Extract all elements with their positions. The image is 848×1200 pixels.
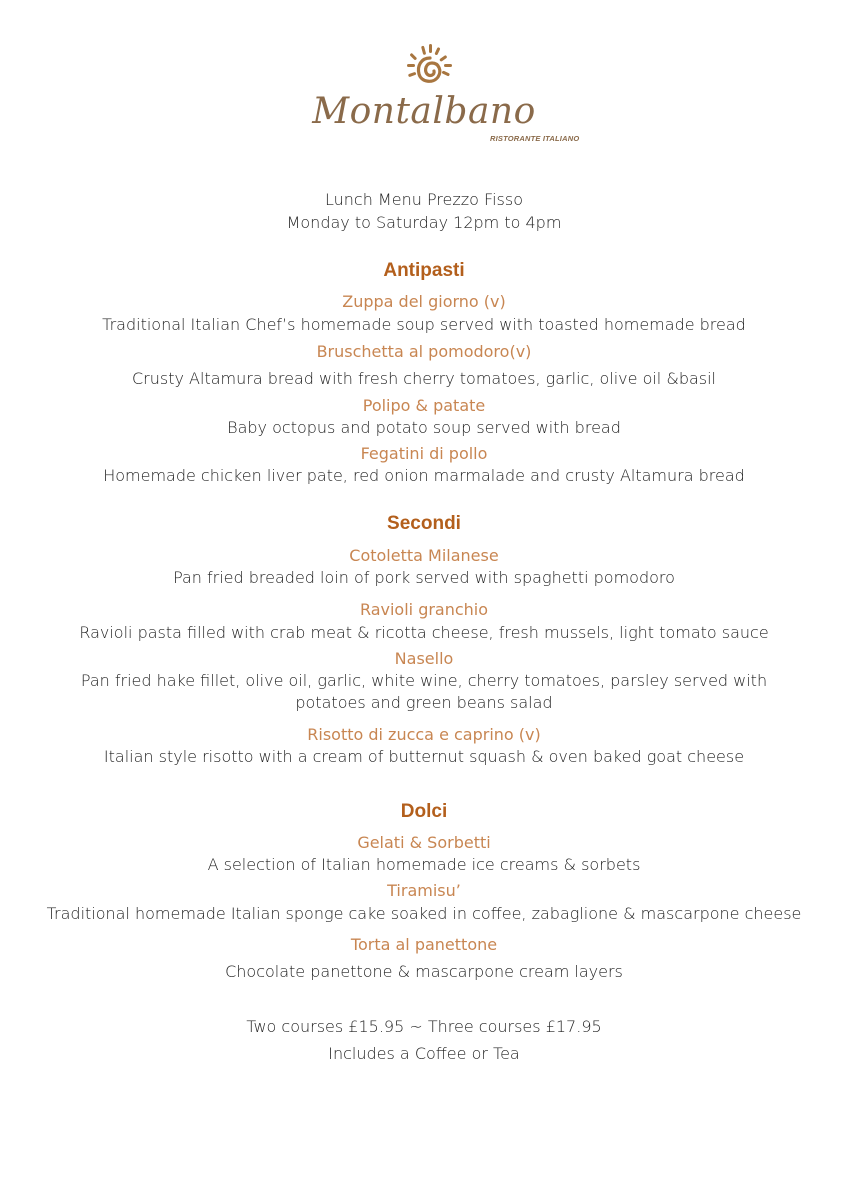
dish-name: Tiramisu’: [387, 881, 461, 900]
brand-name: Montalbano: [312, 91, 536, 132]
menu-title: Lunch Menu Prezzo Fisso: [324, 190, 523, 209]
dish-name: Polipo & patate: [362, 396, 486, 415]
dish-description: Traditional Italian Chef’s homemade soup served with toasted homemade bread: [102, 315, 746, 334]
brand-subtitle: RISTORANTE ITALIANO: [490, 134, 580, 143]
dish-description: Homemade chicken liver pate, red onion marmalade and crusty Altamura bread: [103, 466, 745, 485]
section-title-dolci: Dolci: [400, 801, 448, 822]
dish-description: Ravioli pasta filled with crab meat & ricotta cheese, fresh mussels, light tomato sauce: [79, 623, 769, 642]
dish-name: Fegatini di pollo: [360, 444, 488, 463]
dish-description: Chocolate panettone & mascarpone cream layers: [225, 962, 623, 981]
dish-name: Gelati & Sorbetti: [357, 833, 491, 852]
dish-description-continued: potatoes and green beans salad: [295, 693, 553, 712]
dish-name: Risotto di zucca e caprino (v): [307, 725, 541, 744]
price-line: Two courses £15.95 ~ Three courses £17.95: [246, 1017, 602, 1036]
dish-description: Pan fried breaded loin of pork served with spaghetti pomodoro: [173, 568, 675, 587]
dish-name: Zuppa del giorno (v): [342, 292, 506, 311]
section-title-secondi: Secondi: [387, 513, 461, 534]
dish-description: Crusty Altamura bread with fresh cherry tomatoes, garlic, olive oil &basil: [132, 369, 716, 388]
dish-name: Nasello: [394, 649, 454, 668]
dish-description: Pan fried hake fillet, olive oil, garlic, white wine, cherry tomatoes, parsley served with: [80, 671, 768, 690]
dish-name: Torta al panettone: [350, 935, 498, 954]
dish-description: Baby octopus and potato soup served with bread: [227, 418, 621, 437]
dish-name: Ravioli granchio: [359, 600, 489, 619]
dish-description: Traditional homemade Italian sponge cake soaked in coffee, zabaglione & mascarpone cheese: [46, 904, 802, 923]
section-title-antipasti: Antipasti: [383, 260, 465, 281]
dish-name: Cotoletta Milanese: [349, 546, 499, 565]
restaurant-logo: [0, 40, 848, 150]
sun-icon: [405, 44, 455, 98]
menu-hours: Monday to Saturday 12pm to 4pm: [286, 213, 562, 232]
includes-line: Includes a Coffee or Tea: [328, 1044, 520, 1063]
dish-description: Italian style risotto with a cream of butternut squash & oven baked goat cheese: [103, 747, 745, 766]
dish-description: A selection of Italian homemade ice creams & sorbets: [207, 855, 641, 874]
dish-name: Bruschetta al pomodoro(v): [316, 342, 532, 361]
